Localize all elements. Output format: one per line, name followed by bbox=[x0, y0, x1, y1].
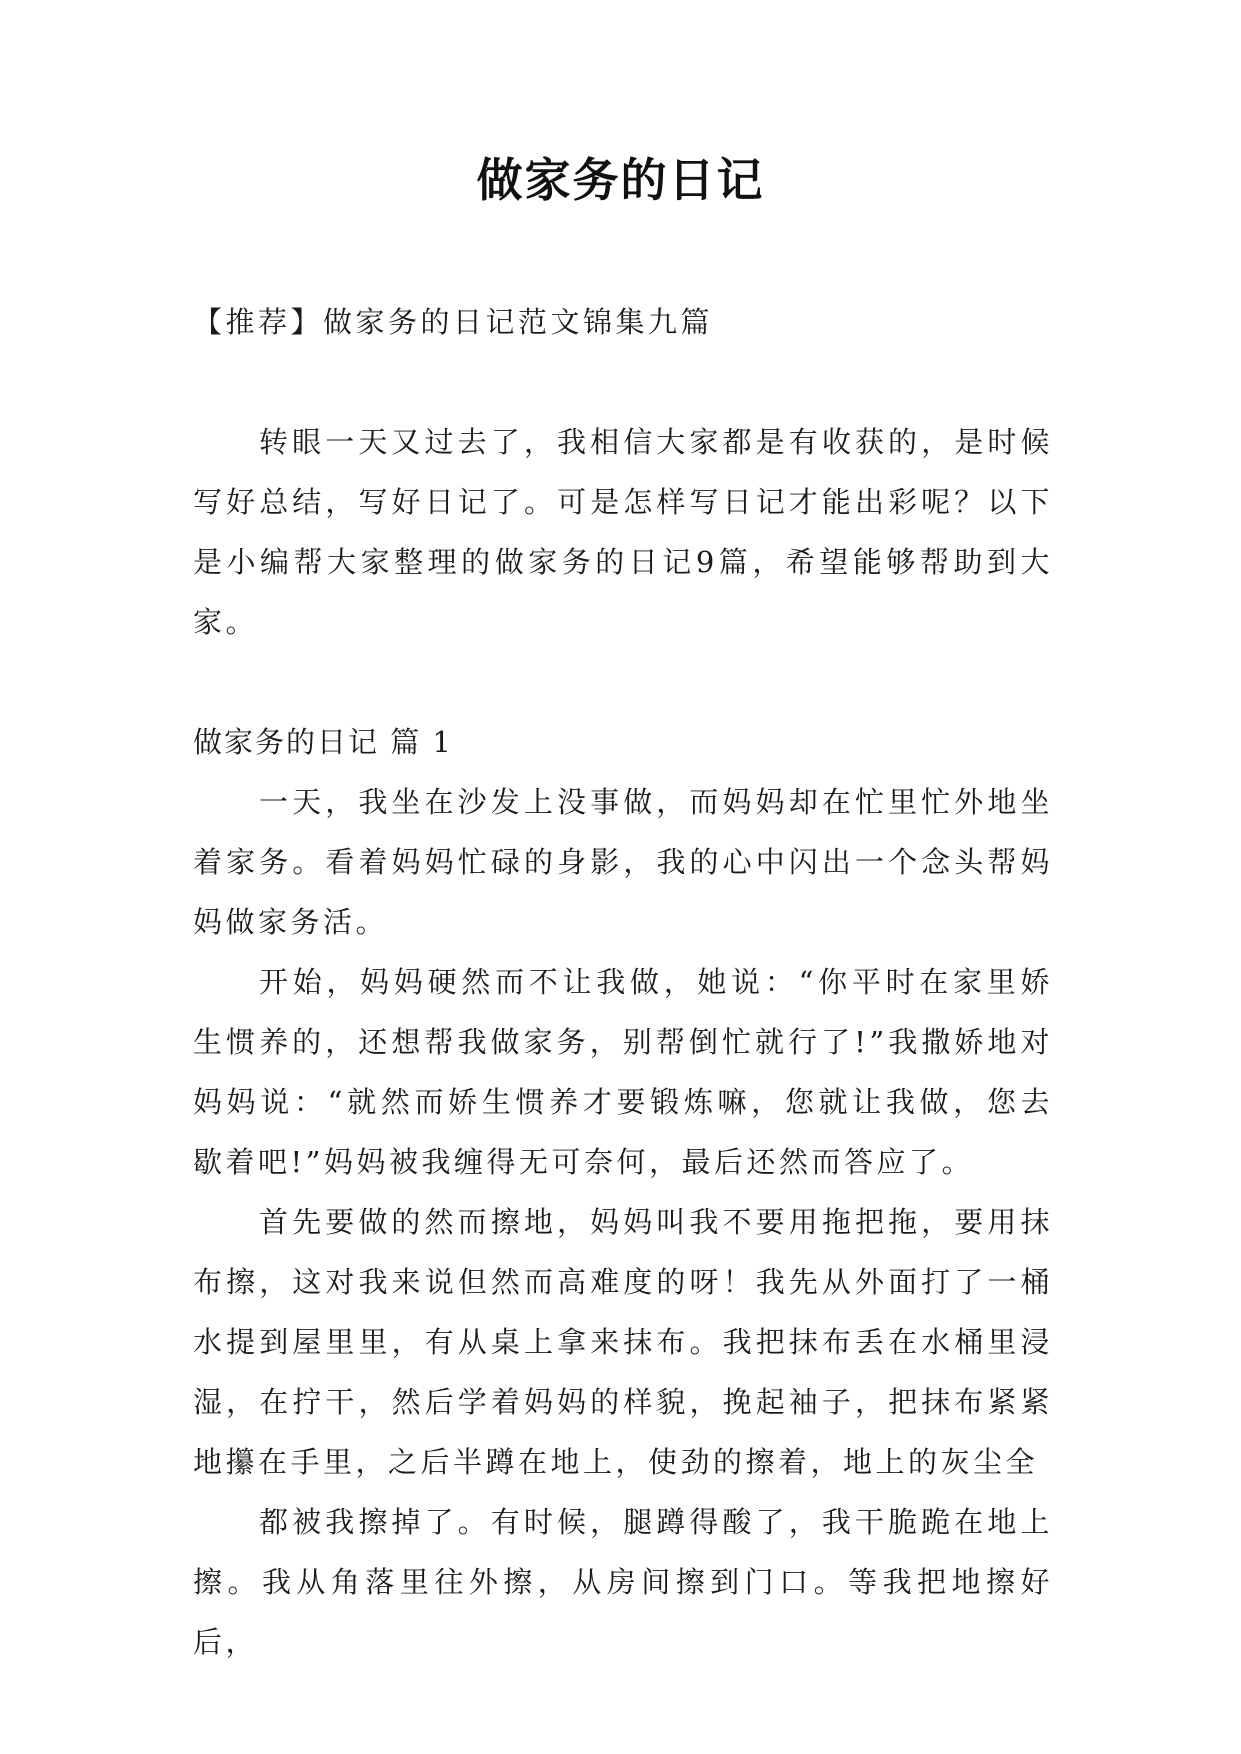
section-title: 做家务的日记 篇 1 bbox=[193, 725, 453, 759]
intro-paragraph: 转眼一天又过去了，我相信大家都是有收获的，是时候写好总结，写好日记了。可是怎样写日记才能出彩呢？以下是小编帮大家整理的做家务的日记9篇，希望能够帮助到大家。 bbox=[193, 425, 1053, 639]
body-paragraph: 都被我擦掉了。有时候，腿蹲得酸了，我干脆跪在地上擦。我从角落里往外擦，从房间擦到门口。等我把地擦好后， bbox=[193, 1505, 1053, 1659]
body-paragraph: 一天，我坐在沙发上没事做，而妈妈却在忙里忙外地坐着家务。看着妈妈忙碌的身影，我的心中闪出一个念头帮妈妈做家务活。 bbox=[193, 785, 1053, 939]
document-body bbox=[193, 292, 1053, 1672]
document-subtitle: 【推荐】做家务的日记范文锦集九篇 bbox=[193, 305, 714, 339]
body-paragraph: 开始，妈妈硬然而不让我做，她说：“你平时在家里娇生惯养的，还想帮我做家务，别帮倒忙就行了!”我撒娇地对妈妈说：“就然而娇生惯养才要锻炼嘛，您就让我做，您去歇着吧!”妈妈被我缠得无可奈何，最后还然而答应了。 bbox=[193, 965, 1053, 1179]
body-paragraph: 首先要做的然而擦地，妈妈叫我不要用拖把拖，要用抹布擦，这对我来说但然而高难度的呀！我先从外面打了一桶水提到屋里里，有从桌上拿来抹布。我把抹布丢在水桶里浸湿，在拧干，然后学着妈妈的样貌，挽起袖子，把抹布紧紧地攥在手里，之后半蹲在地上，使劲的擦着，地上的灰尘全 bbox=[193, 1205, 1053, 1479]
document-title: 做家务的日记 bbox=[476, 153, 765, 207]
